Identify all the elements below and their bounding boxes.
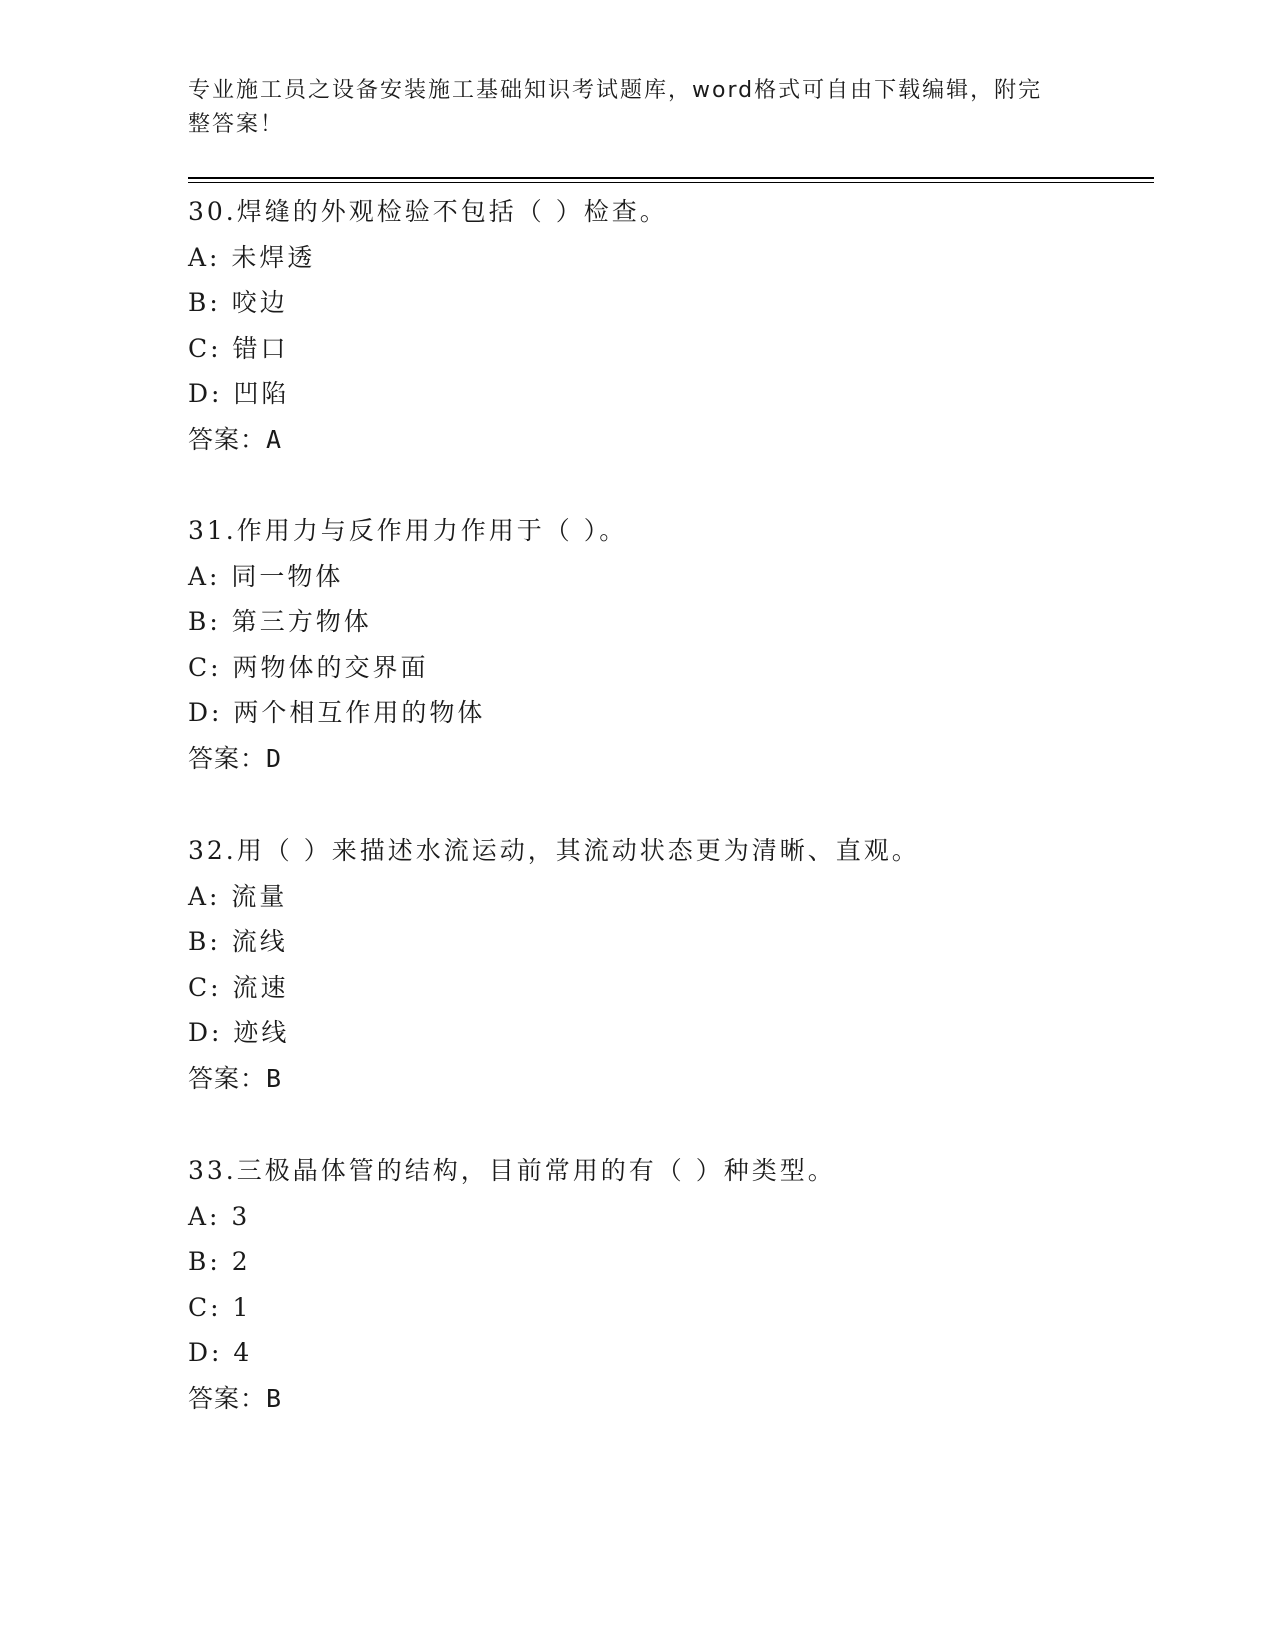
question-30 — [188, 189, 1154, 462]
option-a: A: 流量 — [188, 881, 288, 911]
option-b: B: 流线 — [188, 927, 288, 956]
option-d: D: 两个相互作用的物体 — [188, 698, 486, 727]
question-31 — [188, 508, 1154, 781]
option-a: A: 未焊透 — [188, 242, 316, 272]
question-stem: 31.作用力与反作用力作用于（ ）。 — [188, 516, 628, 545]
answer-line: 答案：A — [188, 424, 283, 454]
option-b: B: 第三方物体 — [188, 607, 372, 636]
option-c: C: 流速 — [188, 972, 289, 1002]
question-32 — [188, 828, 1154, 1101]
option-b: B: 2 — [188, 1247, 251, 1276]
option-d: D: 迹线 — [188, 1018, 290, 1047]
option-c: C: 1 — [188, 1292, 252, 1322]
option-d: D: 4 — [188, 1338, 253, 1367]
question-stem: 32.用（ ）来描述水流运动，其流动状态更为清晰、直观。 — [188, 836, 920, 865]
option-b: B: 咬边 — [188, 288, 288, 317]
header-line-1: 专业施工员之设备安装施工基础知识考试题库，word格式可自由下载编辑，附完 — [188, 78, 1043, 103]
answer-line: 答案：B — [188, 1383, 283, 1413]
answer-line: 答案：D — [188, 743, 283, 773]
option-a: A: 同一物体 — [188, 561, 344, 591]
option-c: C: 两物体的交界面 — [188, 652, 429, 682]
option-c: C: 错口 — [188, 333, 289, 363]
header-divider-thin — [188, 182, 1154, 183]
header-line-2: 整答案！ — [188, 112, 285, 137]
question-stem: 30.焊缝的外观检验不包括（ ）检查。 — [188, 197, 668, 226]
question-33 — [188, 1148, 1154, 1421]
header-divider-thick — [188, 177, 1154, 179]
document-header — [188, 74, 1068, 142]
option-d: D: 凹陷 — [188, 379, 290, 408]
answer-line: 答案：B — [188, 1063, 283, 1093]
question-stem: 33.三极晶体管的结构，目前常用的有（ ）种类型。 — [188, 1156, 836, 1185]
option-a: A: 3 — [188, 1201, 251, 1231]
